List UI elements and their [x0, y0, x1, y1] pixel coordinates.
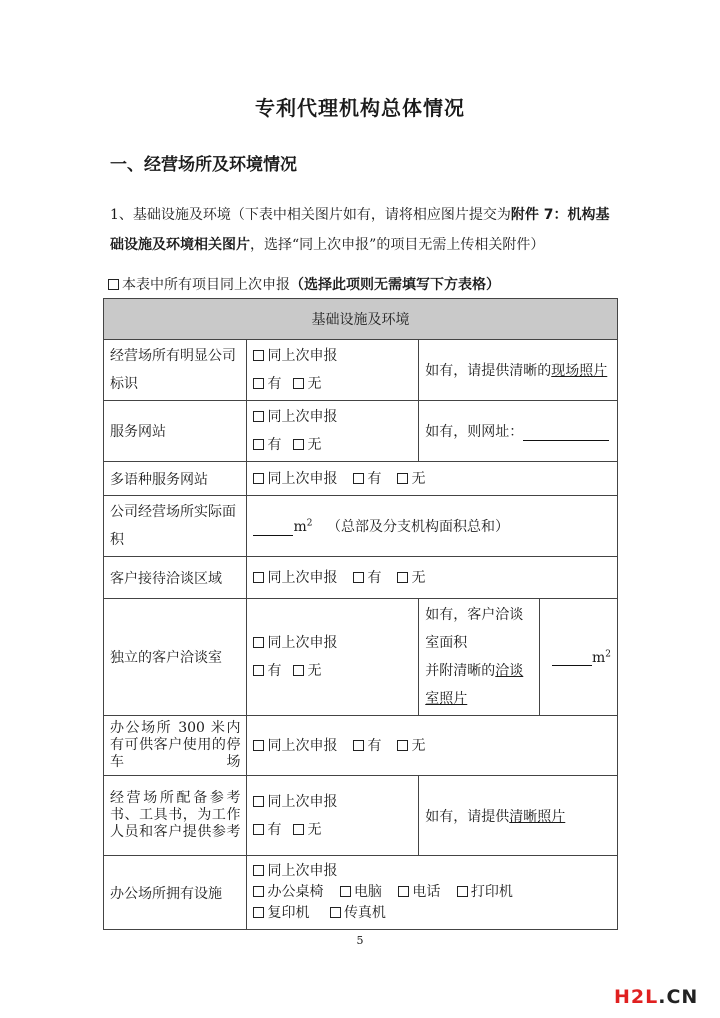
facility-label: 复印机 — [267, 905, 310, 921]
parking-no-checkbox[interactable] — [397, 740, 408, 751]
watermark-char: L — [645, 986, 659, 1008]
meeting-room-unit: m — [591, 649, 606, 666]
facility-label: 办公桌椅 — [267, 884, 324, 900]
references-no-checkbox[interactable] — [293, 824, 304, 835]
reception-same-checkbox[interactable] — [253, 572, 264, 583]
table-row-multilang — [104, 462, 618, 496]
option-label: 同上次申报 — [267, 348, 338, 364]
option-label: 无 — [411, 470, 426, 487]
signage-yes-checkbox[interactable] — [253, 378, 264, 389]
table-row-signage — [104, 340, 618, 401]
note-text: 如有，客户洽谈室面积 — [425, 607, 524, 651]
row-label-facilities: 办公场所拥有设施 — [104, 856, 247, 930]
photo-link: 洽谈室照片 — [425, 663, 524, 707]
instruction-attachment-ref: 附件 7：机构基础设施及环境相关图片 — [110, 207, 610, 253]
meeting-room-same-checkbox[interactable] — [253, 637, 264, 648]
computer-checkbox[interactable] — [340, 886, 351, 897]
same-as-last-all-checkbox[interactable] — [108, 279, 119, 290]
meeting-room-note — [419, 599, 540, 716]
watermark-char: C — [666, 986, 682, 1008]
meeting-room-no-checkbox[interactable] — [293, 665, 304, 676]
option-label: 有 — [267, 821, 282, 838]
table-row-website — [104, 401, 618, 462]
table-row-reception — [104, 557, 618, 599]
option-label: 无 — [307, 663, 322, 679]
option-label: 无 — [307, 376, 322, 392]
option-label: 无 — [307, 821, 322, 838]
same-as-last-all[interactable] — [108, 274, 500, 294]
parking-yes-checkbox[interactable] — [353, 740, 364, 751]
meeting-room-area-blank[interactable] — [552, 649, 592, 666]
facility-label: 传真机 — [343, 905, 386, 921]
option-label: 无 — [411, 737, 426, 754]
table-row-meeting-room — [104, 599, 618, 716]
table-row-area — [104, 496, 618, 557]
watermark-logo — [614, 986, 698, 1008]
signage-note — [419, 340, 618, 401]
website-no-checkbox[interactable] — [293, 439, 304, 450]
facility-label: 电话 — [412, 884, 441, 900]
area-input-blank[interactable] — [253, 519, 293, 536]
option-label: 同上次申报 — [267, 470, 338, 487]
note-text: 如有，请提供清晰的 — [425, 363, 552, 379]
section-heading: 一、经营场所及环境情况 — [110, 155, 297, 175]
row-label-reception: 客户接待洽谈区域 — [104, 557, 247, 599]
option-label: 有 — [267, 376, 282, 392]
option-label: 同上次申报 — [267, 793, 338, 810]
note-text: 并附清晰的 — [425, 663, 496, 679]
instruction-text-1: 1、基础设施及环境（下表中相关图片如有，请将相应图片提交为 — [110, 207, 511, 223]
references-note — [419, 776, 618, 856]
option-label: 同上次申报 — [267, 635, 338, 651]
option-label: 同上次申报 — [267, 863, 338, 879]
website-same-checkbox[interactable] — [253, 411, 264, 422]
row-label-signage: 经营场所有明显公司标识 — [104, 340, 247, 401]
references-same-checkbox[interactable] — [253, 796, 264, 807]
row-label-area: 公司经营场所实际面积 — [104, 496, 247, 557]
row-label-website: 服务网站 — [104, 401, 247, 462]
meeting-room-unit-sup: 2 — [605, 648, 611, 659]
website-yes-checkbox[interactable] — [253, 439, 264, 450]
option-label: 无 — [307, 437, 322, 453]
facility-label: 打印机 — [470, 884, 513, 900]
fax-checkbox[interactable] — [330, 907, 341, 918]
row-label-references: 经营场所配备参考书、工具书，为工作人员和客户提供参考 — [104, 776, 247, 856]
reception-no-checkbox[interactable] — [397, 572, 408, 583]
multilang-yes-checkbox[interactable] — [353, 473, 364, 484]
note-text: 如有，请提供 — [425, 808, 510, 825]
option-label: 有 — [367, 470, 382, 487]
option-label: 有 — [367, 737, 382, 754]
facilities-same-checkbox[interactable] — [253, 865, 264, 876]
multilang-same-checkbox[interactable] — [253, 473, 264, 484]
table-row-facilities — [104, 856, 618, 930]
signage-same-checkbox[interactable] — [253, 350, 264, 361]
instruction-paragraph — [110, 200, 620, 260]
option-label: 有 — [367, 569, 382, 586]
table-header: 基础设施及环境 — [104, 299, 618, 340]
meeting-room-yes-checkbox[interactable] — [253, 665, 264, 676]
photo-link: 清晰照片 — [509, 808, 566, 825]
table-row-parking — [104, 716, 618, 776]
option-label: 同上次申报 — [267, 569, 338, 586]
references-yes-checkbox[interactable] — [253, 824, 264, 835]
printer-checkbox[interactable] — [457, 886, 468, 897]
page-number: 5 — [356, 934, 364, 947]
same-as-last-all-label: 本表中所有项目同上次申报 — [122, 277, 290, 293]
infrastructure-table — [103, 298, 618, 930]
watermark-char: 2 — [630, 986, 646, 1008]
parking-same-checkbox[interactable] — [253, 740, 264, 751]
multilang-no-checkbox[interactable] — [397, 473, 408, 484]
signage-no-checkbox[interactable] — [293, 378, 304, 389]
same-as-last-all-note: （选择此项则无需填写下方表格） — [290, 277, 500, 293]
photo-link: 现场照片 — [551, 363, 608, 379]
row-label-parking: 办公场所 300 米内有可供客户使用的停车场 — [104, 716, 247, 776]
desk-chair-checkbox[interactable] — [253, 886, 264, 897]
watermark-char: N — [681, 986, 699, 1008]
watermark-char: . — [658, 986, 667, 1008]
copier-checkbox[interactable] — [253, 907, 264, 918]
facility-label: 电脑 — [353, 884, 382, 900]
row-label-multilang: 多语种服务网站 — [104, 462, 247, 496]
page-title: 专利代理机构总体情况 — [255, 96, 465, 120]
option-label: 有 — [267, 663, 282, 679]
option-label: 同上次申报 — [267, 409, 338, 425]
row-label-meeting-room: 独立的客户洽谈室 — [104, 599, 247, 716]
area-unit: m — [293, 519, 307, 535]
website-note: 如有，则网址： — [425, 424, 524, 440]
table-row-references — [104, 776, 618, 856]
instruction-text-2: ，选择“同上次申报”的项目无需上传相关附件） — [250, 237, 545, 253]
website-url-blank[interactable] — [523, 424, 609, 441]
option-label: 同上次申报 — [267, 737, 338, 754]
watermark-char: H — [614, 986, 631, 1008]
telephone-checkbox[interactable] — [398, 886, 409, 897]
option-label: 无 — [411, 569, 426, 586]
option-label: 有 — [267, 437, 282, 453]
area-unit-sup: 2 — [306, 518, 313, 529]
area-note: （总部及分支机构面积总和） — [326, 519, 509, 535]
reception-yes-checkbox[interactable] — [353, 572, 364, 583]
